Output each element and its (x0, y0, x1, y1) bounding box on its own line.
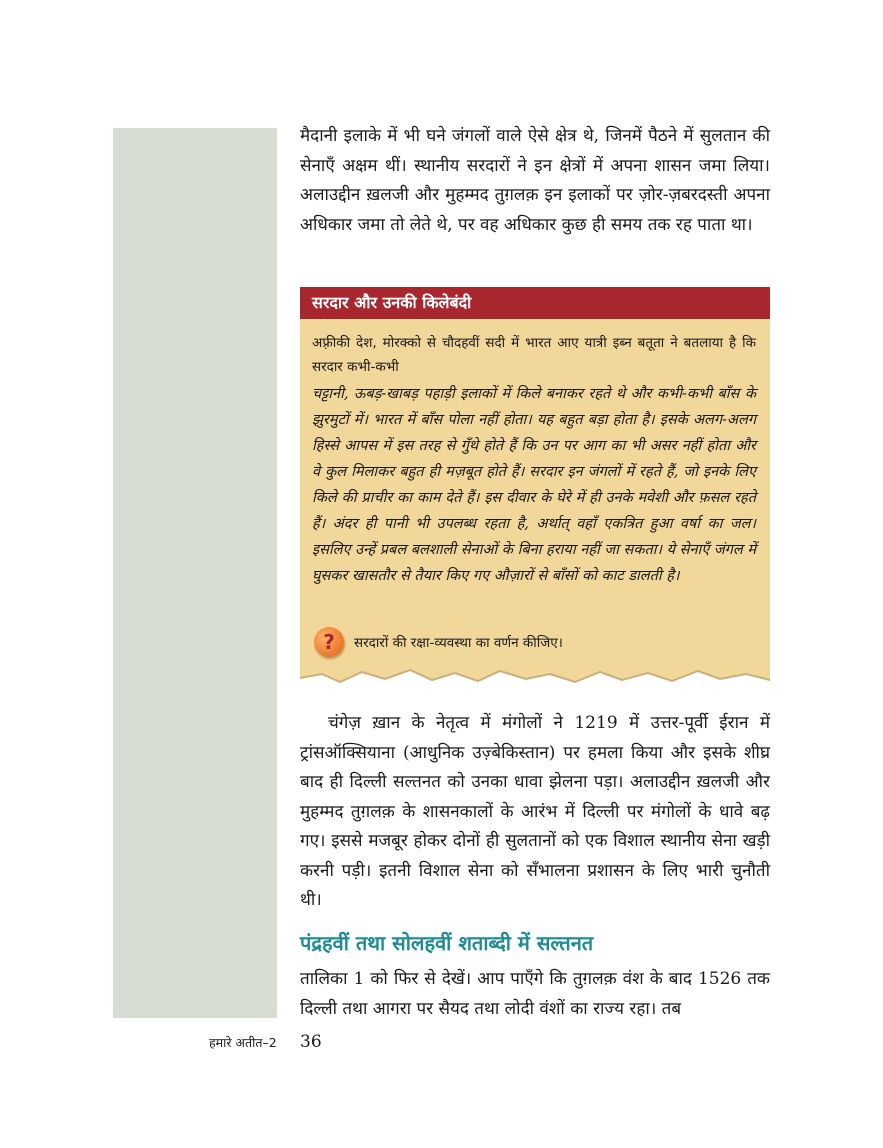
box-title: सरदार और उनकी किलेबंदी (300, 287, 770, 319)
page-number: 36 (300, 1032, 322, 1052)
box-intro-text: अफ़्रीकी देश, मोरक्को से चौदहवीं सदी में भारत आए यात्री इब्न बतूता ने बतलाया है कि सरदार कभी-कभी (312, 335, 756, 375)
chieftains-fortification-box (300, 287, 770, 700)
paragraph-later-dynasties: तालिका 1 को फिर से देखें। आप पाएँगे कि तुग़लक़ वंश के बाद 1526 तक दिल्ली तथा आगरा पर सैयद तथा लोदी वंशों का राज्य रहा। तब (300, 969, 770, 1019)
paragraph-forest-regions: मैदानी इलाके में भी घने जंगलों वाले ऐसे क्षेत्र थे, जिनमें पैठने में सुलतान की सेनाएँ अक्षम थीं। स्थानीय सरदारों ने इन क्षेत्रों में अपना शासन जमा लिया। अलाउद्दीन ख़लजी और मुहम्मद तुग़लक़ इन इलाकों पर ज़ोर-ज़बरदस्ती अपना अधिकार जमा तो लेते थे, पर वह अधिकार कुछ ही समय तक रह पाता था। (300, 126, 770, 235)
torn-paper-edge (300, 660, 770, 700)
question-mark-icon: ? (314, 627, 344, 657)
footer-book-title: हमारे अतीत–2 (209, 1035, 277, 1050)
box-question (314, 627, 563, 657)
question-text: सरदारों की रक्षा-व्यवस्था का वर्णन कीजिए। (354, 635, 563, 651)
side-margin-panel (113, 128, 277, 1018)
section-heading: पंद्रहवीं तथा सोलहवीं शताब्दी में सल्तनत (300, 931, 594, 955)
ibn-battuta-quote: चट्टानी, ऊबड़-खाबड़ पहाड़ी इलाकों में किले बनाकर रहते थे और कभी-कभी बाँस के झुरमुटों में। भारत में बाँस पोला नहीं होता। यह बहुत बड़ा होता है। इसके अलग-अलग हिस्से आपस में इस तरह से गुँथे होते हैं कि उन पर आग का भी असर नहीं होता और वे कुल मिलाकर बहुत ही मज़बूत होते हैं। सरदार इन जंगलों में रहते हैं, जो इनके लिए किले की प्राचीर का काम देते हैं। इस दीवार के घेरे में ही उनके मवेशी और फ़सल रहते हैं। अंदर ही पानी भी उपलब्ध रहता है, अर्थात् वहाँ एकत्रित हुआ वर्षा का जल। इसलिए उन्हें प्रबल बलशाली सेनाओं के बिना हराया नहीं जा सकता। ये सेनाएँ जंगल में घुसकर खासतौर से तैयार किए गए औज़ारों से बाँसों को काट डालती है। (312, 386, 756, 584)
paragraph-mongol-invasions: चंगेज़ ख़ान के नेतृत्व में मंगोलों ने 1219 में उत्तर-पूर्वी ईरान में ट्रांसऑक्सियाना (आधुनिक उज़्बेकिस्तान) पर हमला किया और इसके शीघ्र बाद ही दिल्ली सल्तनत को उनका धावा झेलना पड़ा। अलाउद्दीन ख़लजी और मुहम्मद तुग़लक़ के शासनकालों के आरंभ में दिल्ली पर मंगोलों के धावे बढ़ गए। इससे मजबूर होकर दोनों ही सुलतानों को एक विशाल स्थानीय सेना खड़ी करनी पड़ी। इतनी विशाल सेना को सँभालना प्रशासन के लिए भारी चुनौती थी। (300, 713, 770, 910)
